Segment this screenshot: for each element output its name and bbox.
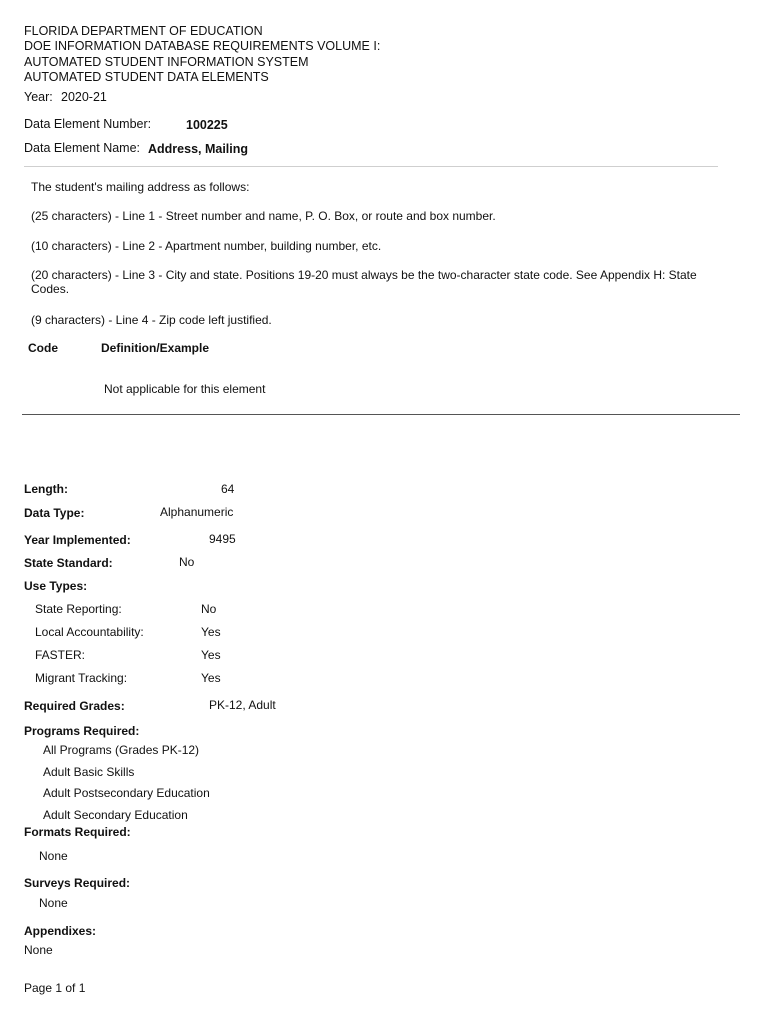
element-name-value: Address, Mailing [148, 142, 249, 156]
surveys-required-value: None [39, 896, 68, 910]
state-standard-value: No [179, 555, 195, 569]
element-number-value: 100225 [186, 118, 228, 132]
description-line-3: (20 characters) - Line 3 - City and state. Positions 19-20 must always be the two-character state code. See Appendix H: State Codes. [31, 268, 697, 296]
required-grades-value: PK-12, Adult [209, 698, 276, 712]
program-item: Adult Basic Skills [43, 765, 135, 779]
use-type-label: Migrant Tracking: [35, 671, 128, 685]
section-divider [22, 414, 740, 415]
length-label: Length: [24, 482, 68, 496]
code-column-header: Code [28, 341, 58, 355]
use-type-label: Local Accountability: [35, 625, 144, 639]
code-row-text: Not applicable for this element [104, 382, 266, 396]
description-line-1: (25 characters) - Line 1 - Street number and name, P. O. Box, or route and box number. [31, 209, 496, 223]
formats-required-label: Formats Required: [24, 825, 131, 839]
appendixes-label: Appendixes: [24, 924, 97, 938]
formats-required-value: None [39, 849, 68, 863]
header-divider [24, 166, 718, 167]
program-item: All Programs (Grades PK-12) [43, 743, 200, 757]
use-type-value: Yes [201, 671, 221, 685]
header-line-2: DOE INFORMATION DATABASE REQUIREMENTS VOLUME I: [24, 39, 381, 53]
use-types-label: Use Types: [24, 579, 88, 593]
appendixes-value: None [24, 943, 53, 957]
year-label: Year: [24, 90, 53, 104]
data-type-value: Alphanumeric [160, 505, 234, 519]
description-intro: The student's mailing address as follows: [31, 180, 250, 194]
element-name-label: Data Element Name: [24, 141, 141, 155]
definition-column-header: Definition/Example [101, 341, 210, 355]
required-grades-label: Required Grades: [24, 699, 125, 713]
surveys-required-label: Surveys Required: [24, 876, 131, 890]
use-type-label: State Reporting: [35, 602, 122, 616]
header-line-3: AUTOMATED STUDENT INFORMATION SYSTEM [24, 55, 309, 69]
year-value: 2020-21 [61, 90, 107, 104]
data-type-label: Data Type: [24, 506, 85, 520]
description-line-4: (9 characters) - Line 4 - Zip code left justified. [31, 313, 272, 327]
programs-required-label: Programs Required: [24, 724, 140, 738]
header-line-4: AUTOMATED STUDENT DATA ELEMENTS [24, 70, 269, 84]
element-number-label: Data Element Number: [24, 117, 152, 131]
program-item: Adult Postsecondary Education [43, 786, 210, 800]
page-number: Page 1 of 1 [24, 981, 86, 995]
use-type-value: Yes [201, 648, 221, 662]
description-line-2: (10 characters) - Line 2 - Apartment number, building number, etc. [31, 239, 382, 253]
length-value: 64 [221, 482, 235, 496]
use-type-label: FASTER: [35, 648, 86, 662]
year-implemented-value: 9495 [209, 532, 236, 546]
use-type-value: No [201, 602, 217, 616]
header-line-1: FLORIDA DEPARTMENT OF EDUCATION [24, 24, 263, 38]
use-type-value: Yes [201, 625, 221, 639]
state-standard-label: State Standard: [24, 556, 113, 570]
program-item: Adult Secondary Education [43, 808, 188, 822]
year-implemented-label: Year Implemented: [24, 533, 131, 547]
